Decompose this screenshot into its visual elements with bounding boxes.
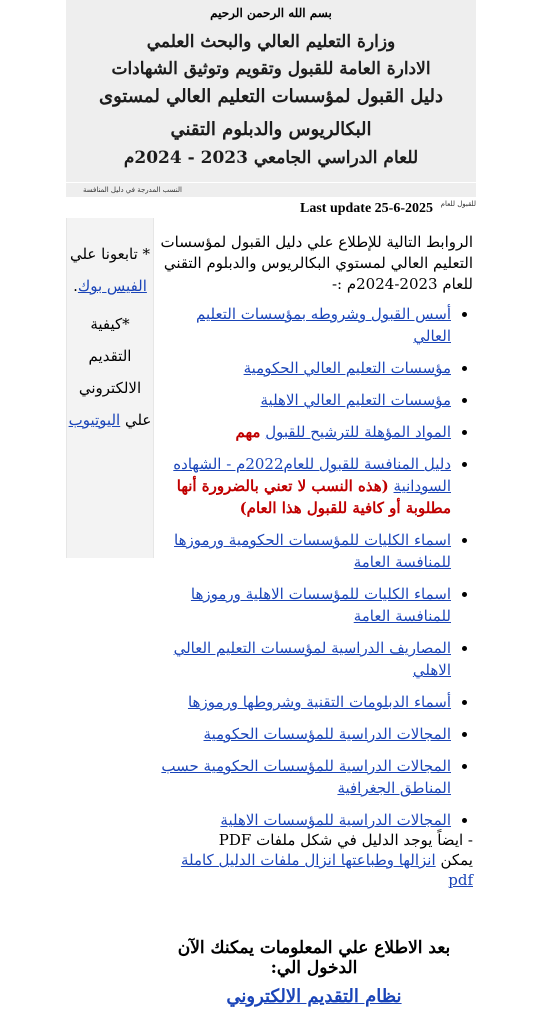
sidebar [66,218,154,558]
list-item [155,529,451,573]
qualifying-subjects-link[interactable]: المواد المؤهلة للترشيح للقبول [265,423,451,441]
list-item [155,809,451,831]
page-margin-left [0,0,64,1024]
pdf-note [155,830,473,890]
facebook-link[interactable]: الفيس بوك [77,277,147,295]
marquee-caption [66,183,476,208]
private-institutions-link[interactable]: مؤسسات التعليم العالي الاهلية [260,391,451,409]
list-item [155,453,451,519]
private-study-fields-link[interactable]: المجالات الدراسية للمؤسسات الاهلية [220,811,451,829]
download-pdf-link[interactable]: انزالها وطباعتها انزال ملفات الدليل كاملة pdf [180,851,473,889]
pdf-note-line-2 [155,850,473,890]
guide-title-line-2: البكالريوس والدبلوم التقني [170,119,372,140]
admission-rules-link[interactable]: أسس القبول وشروطه بمؤسسات التعليم العالي [196,305,451,345]
last-update: Last update 25-6-2025 [300,201,434,216]
list-item [155,421,451,443]
private-fees-link[interactable]: المصاريف الدراسية لمؤسسات التعليم العالي الاهلي [173,639,451,679]
portal-link-container [155,986,473,1007]
list-item [155,389,451,411]
list-item [155,357,451,379]
gov-study-fields-link[interactable]: المجالات الدراسية للمؤسسات الحكومية [203,725,451,743]
main-content [155,232,473,841]
competition-warning: (هذه النسب لا تعني بالضرورة أنها مطلوبة أو كافية للقبول هذا العام) [176,477,451,517]
how-to-apply [67,308,153,436]
competition-guide-link[interactable]: دليل المنافسة للقبول للعام2022م - الشهاده السودانية [173,455,451,495]
basmala-text: بسم الله الرحمن الرحيم [210,6,332,20]
youtube-link[interactable]: اليوتيوب [68,411,121,429]
follow-us-text: * تابعونا علي [69,245,151,263]
private-colleges-codes-link[interactable]: اسماء الكليات للمؤسسات الاهلية ورموزها للمنافسة العامة [190,585,451,625]
gov-colleges-codes-link[interactable]: اسماء الكليات للمؤسسات الحكومية ورموزها للمنافسة العامة [174,531,451,571]
ministry-title: وزارة التعليم العالي والبحث العلمي [146,32,396,52]
follow-us: * تابعونا علي الفيس بوك. [69,245,151,295]
list-item [155,637,451,681]
guide-links-list [155,303,473,831]
intro-text: الروابط التالية للإطلاع علي دليل القبول لمؤسسات التعليم العالي لمستوي البكالريوس والدبلوم التقني للعام 2023-2024م :- [160,233,473,293]
after-reading-text: بعد الاطلاع علي المعلومات يمكنك الآن الدخول الي: [177,938,451,978]
list-item [155,723,451,745]
page-header [66,0,476,182]
list-item [155,303,451,347]
pdf-note-line-1: - ايضاً يوجد الدليل في شكل ملفات PDF [218,831,473,849]
how-to-apply-text: *كيفية التقديم الالكتروني علي [78,315,152,429]
directorate-title: الادارة العامة للقبول وتقويم وتوثيق الشهادات [111,59,431,79]
important-badge: مهم [235,423,261,441]
electronic-application-link[interactable]: نظام التقديم الالكتروني [226,986,402,1007]
technical-diplomas-link[interactable]: أسماء الدبلومات التقنية وشروطها ورموزها [187,693,451,711]
guide-title-line-1: دليل القبول لمؤسسات التعليم العالي لمستوى [99,86,443,107]
pdf-note-prefix: يمكن [440,851,473,869]
gov-institutions-link[interactable]: مؤسسات التعليم العالي الحكومية [243,359,451,377]
list-item [155,583,451,627]
list-item [155,691,451,713]
gov-fields-by-region-link[interactable]: المجالات الدراسية للمؤسسات الحكومية حسب المناطق الجغرافية [161,757,451,797]
list-item [155,755,451,799]
academic-year: للعام الدراسي الجامعي 2023 - 2024م [123,148,419,168]
caption-text: النسب المدرجة في دليل المنافسة للقبول للعام [82,186,476,208]
page-margin-right [478,0,538,1024]
